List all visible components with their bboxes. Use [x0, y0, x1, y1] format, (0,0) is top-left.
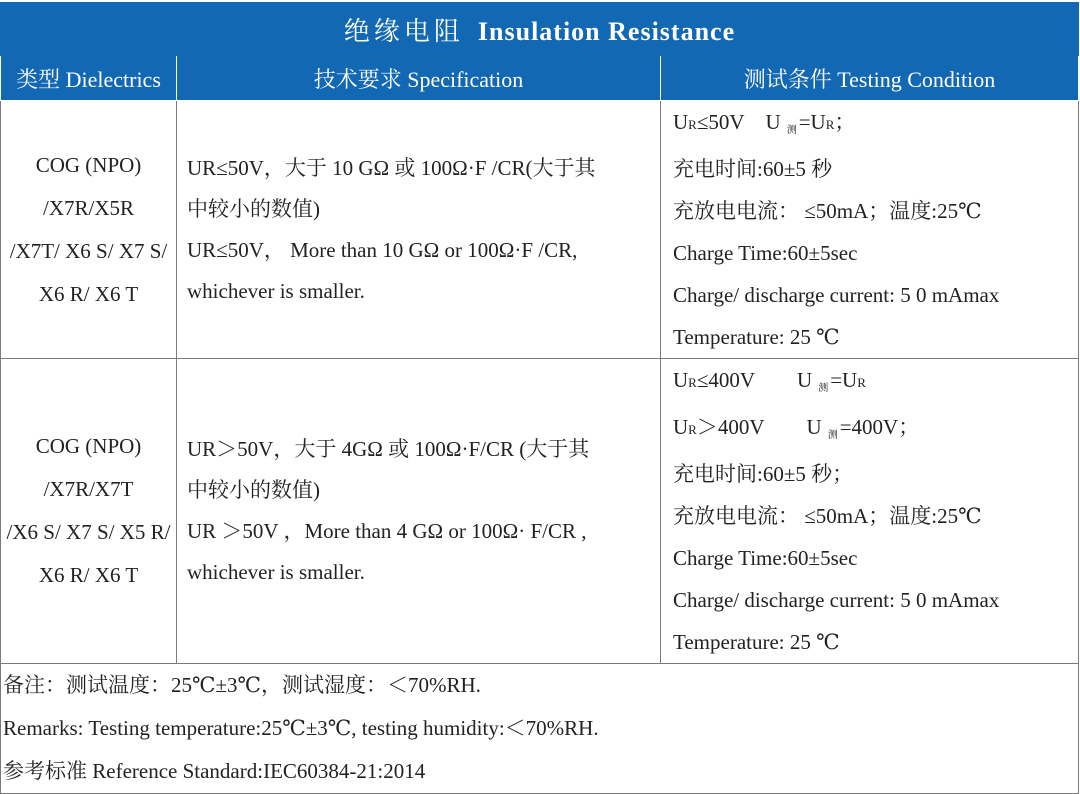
remark-en: Remarks: Testing temperature:25℃±3℃, testing humidity:＜70%RH. [3, 716, 599, 740]
reference-standard: 参考标准 Reference Standard:IEC60384-21:2014 [3, 759, 426, 783]
u-symbol: U [806, 415, 822, 439]
remark-cn: 备注：测试温度：25℃±3℃，测试湿度：＜70%RH. [3, 673, 481, 697]
dielectric-line: X6 R/ X6 T [38, 563, 139, 587]
condition-cell [661, 359, 1079, 664]
semicolon: ； [834, 110, 856, 134]
voltage-limit: ＞400V [696, 415, 765, 439]
header-specification: 技术要求 Specification [177, 56, 661, 101]
u-symbol: U [765, 110, 781, 134]
spec-en-line: UR≤50V， More than 10 GΩ or 100Ω·F /CR, [187, 237, 578, 262]
u-symbol: U [673, 415, 689, 439]
spec-cn-line: UR≤50V，大于 10 GΩ 或 100Ω·F /CR(大于其 [187, 155, 596, 180]
condition-line: Charge/ discharge current: 5 0 mAmax [673, 283, 1000, 307]
dielectric-line: /X7R/X5R [42, 195, 134, 220]
specification-cell [177, 359, 661, 664]
r-subscript: R [825, 117, 835, 132]
dielectric-line: /X7T/ X6 S/ X7 S/ [9, 238, 168, 263]
equals-value: =400V； [839, 415, 920, 439]
remarks-cell [1, 664, 1079, 794]
dielectric-line: X6 R/ X6 T [38, 281, 139, 306]
dielectric-cell [1, 359, 177, 664]
dielectric-line: COG (NPO) [35, 434, 142, 458]
measured-subscript: 测 [786, 125, 797, 136]
condition-line: 充放电电流： ≤50mA；温度:25℃ [673, 199, 982, 223]
equals-u: =U [830, 368, 858, 392]
measured-subscript: 测 [827, 430, 838, 441]
spec-en-line: whichever is smaller. [187, 278, 365, 303]
condition-line: 充电时间:60±5 秒 [673, 157, 833, 181]
voltage-limit: ≤400V [696, 368, 756, 392]
table-row [1, 101, 1079, 359]
condition-voltage-line [673, 101, 1066, 148]
spec-cn-line: 中较小的数值) [187, 478, 320, 502]
remarks-row [1, 664, 1079, 794]
dielectric-line: COG (NPO) [35, 152, 142, 177]
measured-subscript: 测 [818, 383, 829, 394]
condition-line: Temperature: 25 ℃ [673, 325, 840, 349]
header-condition: 测试条件 Testing Condition [661, 56, 1079, 101]
table-title [1, 3, 1079, 56]
condition-line: Temperature: 25 ℃ [673, 630, 840, 654]
r-subscript: R [857, 375, 866, 390]
condition-voltage-line [673, 406, 1066, 453]
r-subscript: R [688, 375, 697, 390]
u-symbol: U [673, 368, 689, 392]
table-title-en: Insulation Resistance [477, 16, 736, 46]
spec-cn-line: UR＞50V，大于 4GΩ 或 100Ω·F/CR (大于其 [187, 437, 590, 461]
table-title-cn: 绝缘电阻 [343, 16, 464, 46]
dielectric-cell [1, 101, 177, 359]
header-row [1, 56, 1079, 101]
table-row [1, 359, 1079, 664]
title-row [1, 3, 1079, 56]
equals-u: =U [798, 110, 826, 134]
spec-cn-line: 中较小的数值) [187, 196, 320, 221]
voltage-limit: ≤50V [696, 110, 745, 134]
u-symbol: U [673, 110, 689, 134]
condition-line: 充电时间:60±5 秒； [673, 462, 854, 486]
condition-line: Charge Time:60±5sec [673, 241, 858, 265]
dielectric-line: /X6 S/ X7 S/ X5 R/ [6, 520, 171, 544]
condition-line: Charge Time:60±5sec [673, 546, 858, 570]
r-subscript: R [688, 117, 697, 132]
dielectric-line: /X7R/X7T [43, 477, 134, 501]
insulation-resistance-table [0, 2, 1079, 794]
condition-line: Charge/ discharge current: 5 0 mAmax [673, 588, 1000, 612]
condition-cell [661, 101, 1079, 359]
condition-line: 充放电电流： ≤50mA；温度:25℃ [673, 504, 982, 528]
u-symbol: U [797, 368, 813, 392]
spec-en-line: whichever is smaller. [187, 560, 365, 584]
header-dielectrics: 类型 Dielectrics [1, 56, 177, 101]
specification-cell [177, 101, 661, 359]
condition-voltage-line [673, 359, 1066, 406]
r-subscript: R [688, 422, 697, 437]
spec-en-line: UR ＞50V ，More than 4 GΩ or 100Ω· F/CR , [187, 519, 587, 543]
